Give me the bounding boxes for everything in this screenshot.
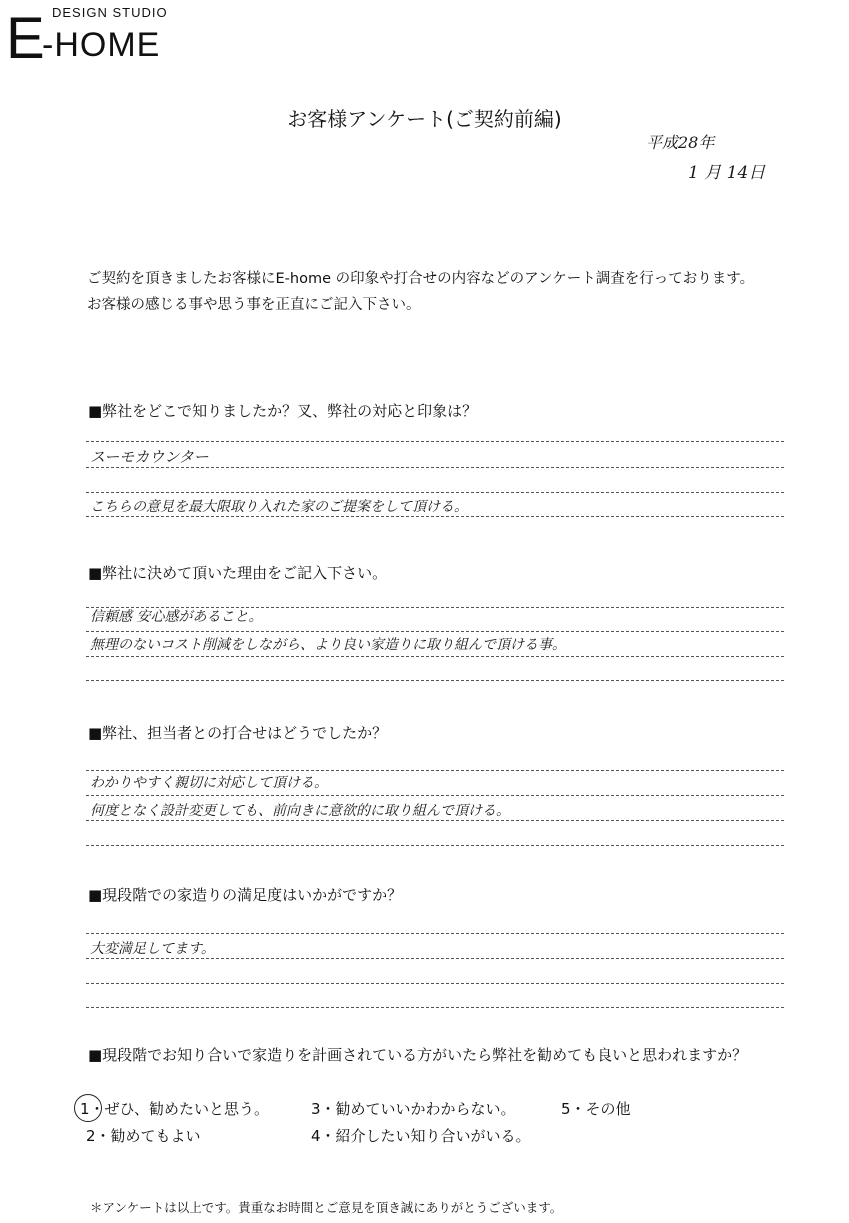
answer-line (86, 845, 784, 846)
era-year: 平成28年 (646, 133, 715, 152)
question-3: ■弊社、担当者との打合せはどうでしたか？ (88, 724, 388, 742)
answer-line (86, 631, 784, 632)
answer-line (86, 516, 784, 517)
option-3[interactable]: 3・勧めていいかわからない。 (311, 1100, 516, 1118)
answer-line (86, 492, 784, 493)
answer-3-2: 何度となく設計変更しても、前向きに意欲的に取り組んで頂ける。 (90, 803, 510, 819)
intro-text (87, 266, 837, 318)
option-1[interactable]: 1・ぜひ、勧めたいと思う。 (80, 1100, 269, 1118)
logo-home-text: -HOME (42, 26, 161, 64)
answer-2-2: 無理のないコスト削減をしながら、より良い家造りに取り組んで頂ける事。 (90, 637, 566, 653)
answer-line (86, 933, 784, 934)
answer-line (86, 441, 784, 442)
option-2[interactable]: 2・勧めてもよい (86, 1127, 201, 1145)
logo-studio-text: DESIGN STUDIO (52, 5, 168, 20)
intro-line-1: ご契約を頂きましたお客様にE-home の印象や打合せの内容などのアンケート調査を行っております。 (87, 271, 755, 287)
logo-letter: E (6, 6, 43, 71)
answer-line (86, 770, 784, 771)
answer-line (86, 958, 784, 959)
answer-line (86, 680, 784, 681)
option-4[interactable]: 4・紹介したい知り合いがいる。 (311, 1127, 531, 1145)
footer-note: ＊アンケートは以上です。貴重なお時間とご意見を頂き誠にありがとうございます。 (90, 1200, 563, 1215)
question-4: ■現段階での家造りの満足度はいかがですか？ (88, 886, 403, 904)
answer-line (86, 820, 784, 821)
question-1: ■弊社をどこで知りましたか？叉、弊社の対応と印象は？ (88, 402, 478, 420)
answer-2-1: 信頼感 安心感があること。 (90, 609, 263, 625)
survey-title: お客様アンケート(ご契約前編) (287, 107, 562, 131)
answer-line (86, 467, 784, 468)
answer-4-1: 大変満足してます。 (90, 941, 215, 957)
intro-line-2: お客様の感じる事や思う事を正直にご記入下さい。 (87, 297, 421, 313)
answer-line (86, 1007, 784, 1008)
answer-line (86, 983, 784, 984)
answer-line (86, 656, 784, 657)
survey-date: 1 月 14日 (688, 163, 766, 183)
question-2: ■弊社に決めて頂いた理由をご記入下さい。 (88, 564, 388, 582)
answer-1-1: スーモカウンター (90, 448, 209, 466)
answer-line (86, 607, 784, 608)
answer-3-1: わかりやすく親切に対応して頂ける。 (90, 775, 328, 791)
answer-line (86, 795, 784, 796)
question-5: ■現段階でお知り合いで家造りを計画されている方がいたら弊社を勧めても良いと思われますか？ (88, 1046, 748, 1064)
answer-1-2: こちらの意見を最大限取り入れた家のご提案をして頂ける。 (90, 499, 468, 515)
option-5[interactable]: 5・その他 (561, 1100, 631, 1118)
